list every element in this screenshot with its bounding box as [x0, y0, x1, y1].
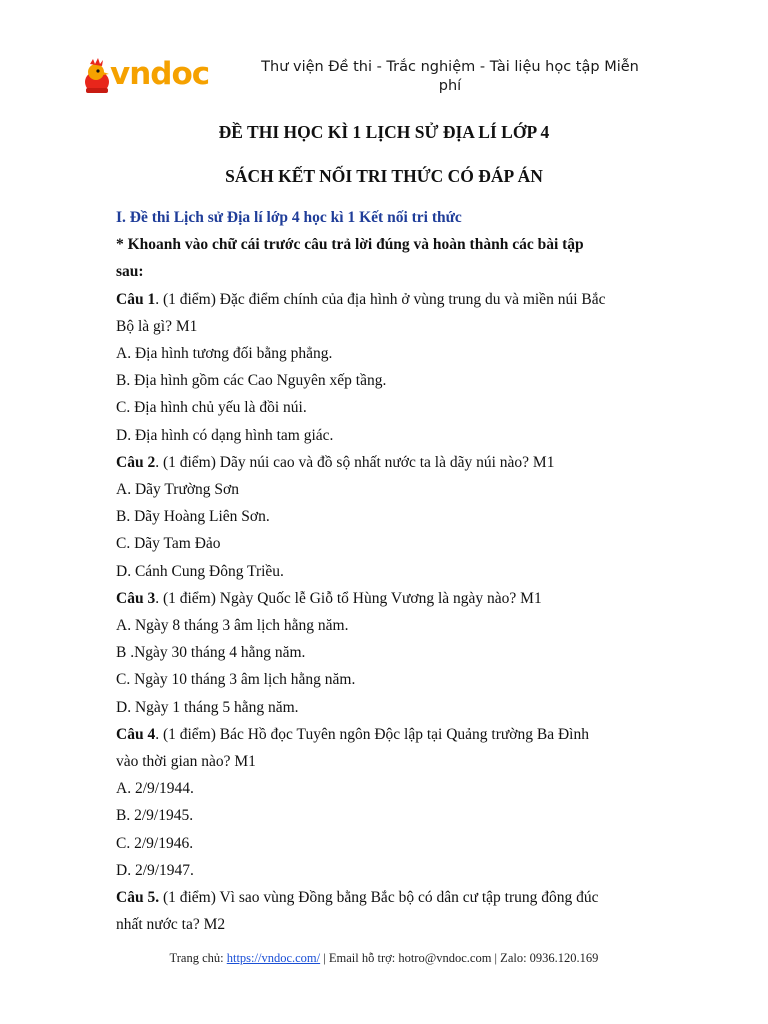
question-label: Câu 2	[116, 453, 156, 471]
question-1-option-a: A. Địa hình tương đối bằng phẳng.	[116, 345, 333, 363]
question-4-prompt-cont: vào thời gian nào? M1	[116, 753, 256, 771]
question-5-prompt-cont: nhất nước ta? M2	[116, 916, 226, 934]
question-3-option-d: D. Ngày 1 tháng 5 hằng năm.	[116, 698, 299, 716]
question-text: . (1 điểm) Dãy núi cao và đồ sộ nhất nước ta là dãy núi nào? M1	[155, 453, 555, 471]
question-1-prompt-cont: Bộ là gì? M1	[116, 317, 198, 335]
question-3-option-b: B .Ngày 30 tháng 4 hằng năm.	[116, 644, 306, 662]
page-footer	[0, 951, 768, 966]
document-title-line-2: SÁCH KẾT NỐI TRI THỨC CÓ ĐÁP ÁN	[225, 166, 543, 186]
question-text: . (1 điểm) Ngày Quốc lễ Giỗ tổ Hùng Vương là ngày nào? M1	[155, 589, 542, 607]
question-label: Câu 4	[116, 725, 156, 743]
question-4-option-d: D. 2/9/1947.	[116, 861, 194, 879]
instruction-line-2: sau:	[116, 263, 144, 281]
question-2-option-c: C. Dãy Tam Đảo	[116, 535, 221, 553]
question-4-option-a: A. 2/9/1944.	[116, 780, 194, 798]
question-2-option-d: D. Cánh Cung Đông Triều.	[116, 562, 284, 580]
footer-home-label: Trang chủ:	[169, 951, 227, 965]
question-label: Câu 1	[116, 290, 156, 308]
footer-home-link[interactable]: https://vndoc.com/	[226, 951, 321, 965]
page-header	[0, 0, 768, 110]
tagline-line-1: Thư viện Đề thi - Trắc nghiệm - Tài liệu học tập Miễn	[261, 59, 639, 75]
document-title-line-1: ĐỀ THI HỌC KÌ 1 LỊCH SỬ ĐỊA LÍ LỚP 4	[218, 122, 550, 142]
section-heading: I. Đề thi Lịch sử Địa lí lớp 4 học kì 1 Kết nối tri thức	[116, 209, 462, 226]
question-text: . (1 điểm) Đặc điểm chính của địa hình ở vùng trung du và miền núi Bắc	[155, 290, 606, 308]
document-body	[116, 204, 656, 938]
question-4-option-c: C. 2/9/1946.	[116, 834, 194, 852]
footer-contact-info: | Email hỗ trợ: hotro@vndoc.com | Zalo: 0936.120.169	[320, 951, 599, 965]
question-2-option-b: B. Dãy Hoàng Liên Sơn.	[116, 508, 270, 526]
question-2-option-a: A. Dãy Trường Sơn	[116, 481, 239, 499]
question-5-prompt	[116, 884, 656, 911]
instruction-line-1: * Khoanh vào chữ cái trước câu trả lời đúng và hoàn thành các bài tập	[116, 236, 584, 254]
question-3-option-a: A. Ngày 8 tháng 3 âm lịch hằng năm.	[116, 617, 349, 635]
question-label: Câu 3	[116, 589, 156, 607]
question-1-prompt	[116, 286, 656, 313]
vndoc-logo[interactable]	[80, 58, 222, 98]
question-1-option-b: B. Địa hình gồm các Cao Nguyên xếp tầng.	[116, 372, 387, 390]
question-4-prompt	[116, 721, 656, 748]
site-tagline	[232, 58, 668, 96]
question-3-option-c: C. Ngày 10 tháng 3 âm lịch hằng năm.	[116, 671, 356, 689]
brand-name: vndoc	[110, 56, 210, 92]
question-label: Câu 5.	[116, 889, 160, 907]
rooster-mascot-icon	[80, 58, 114, 96]
question-2-prompt	[116, 449, 656, 476]
question-3-prompt	[116, 585, 656, 612]
question-4-option-b: B. 2/9/1945.	[116, 807, 194, 825]
question-1-option-d: D. Địa hình có dạng hình tam giác.	[116, 426, 334, 444]
question-1-option-c: C. Địa hình chủ yếu là đồi núi.	[116, 399, 307, 417]
question-text: (1 điểm) Vì sao vùng Đồng bằng Bắc bộ có dân cư tập trung đông đúc	[159, 889, 599, 907]
question-text: . (1 điểm) Bác Hồ đọc Tuyên ngôn Độc lập tại Quảng trường Ba Đình	[155, 725, 589, 743]
tagline-line-2: phí	[438, 78, 462, 94]
